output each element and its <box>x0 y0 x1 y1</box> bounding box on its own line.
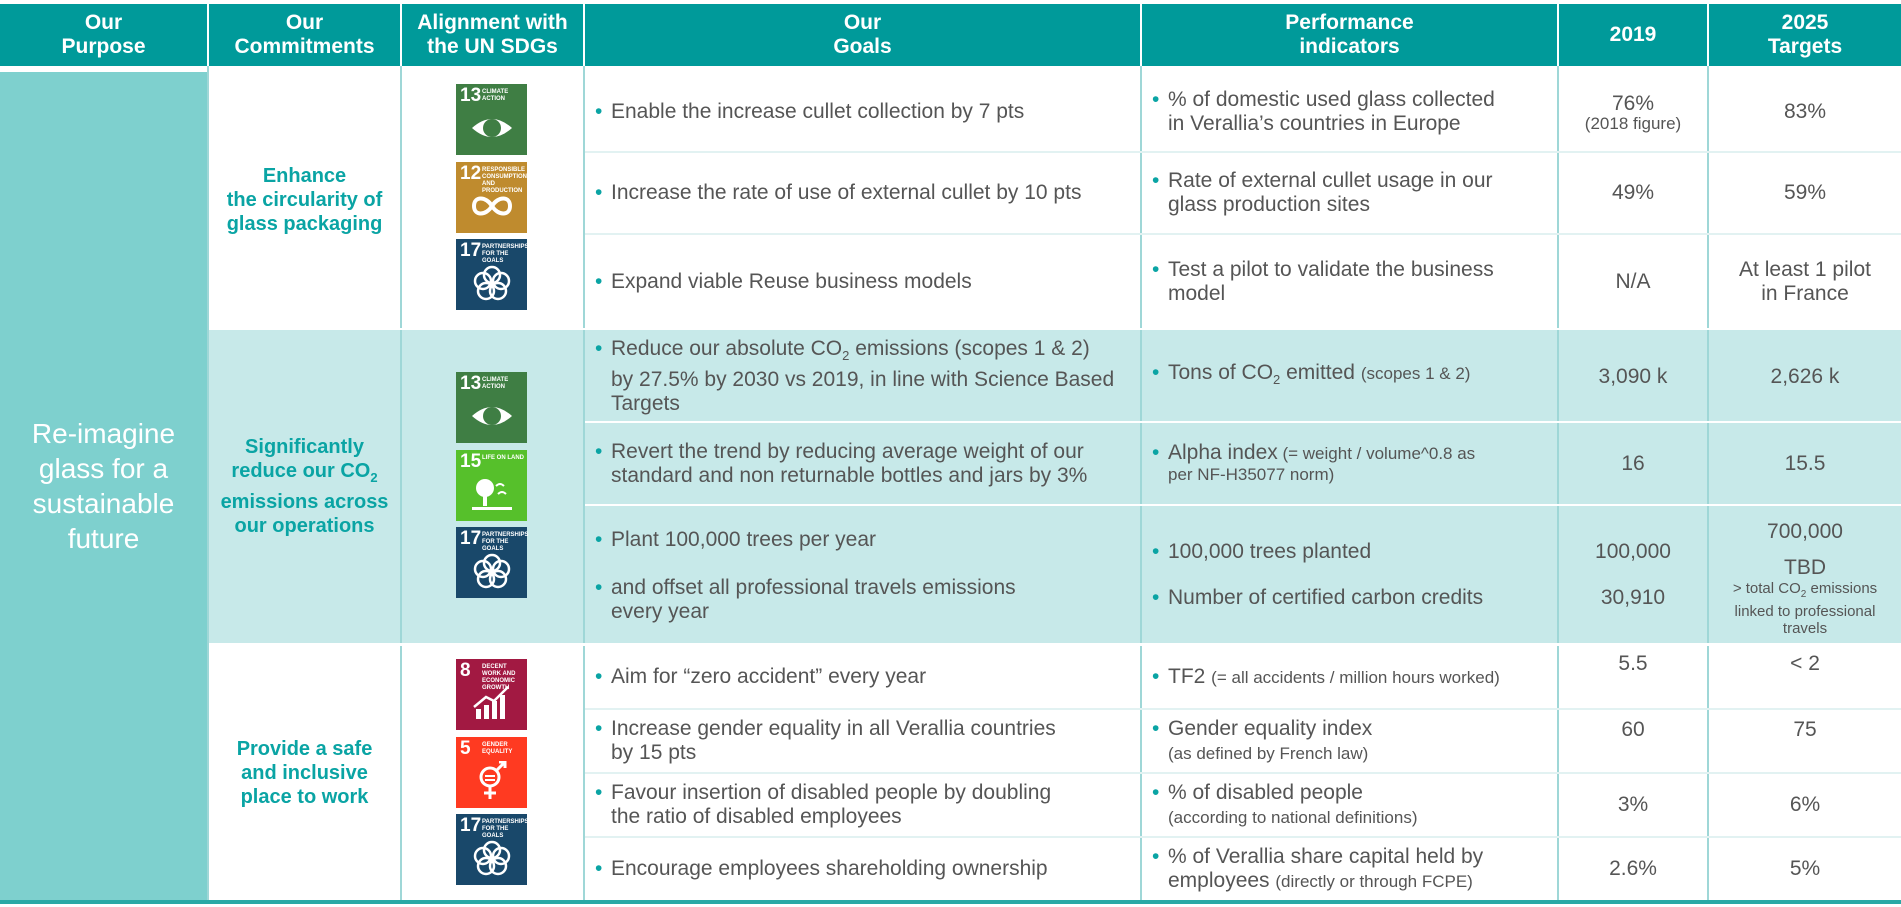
goal-text: • Enable the increase cullet collection by 7 pts <box>585 100 1140 124</box>
sdg-number: 12 <box>460 163 482 184</box>
value-2019: 30,910 <box>1600 586 1666 609</box>
commitment-circularity: Enhance the circularity of glass packaging <box>226 165 383 235</box>
goal-cell <box>585 710 1140 772</box>
subscript: 2 <box>1273 372 1281 388</box>
header-targets: 2025 Targets <box>1709 4 1901 66</box>
sdg-title: CLIMATE ACTION <box>482 377 509 390</box>
indicator-note: (as defined by French law) <box>1168 743 1369 763</box>
indicator-cell <box>1142 72 1557 151</box>
goal-text: • and offset all professional travels emissions every year <box>585 576 1140 624</box>
indicator-cell <box>1142 646 1557 708</box>
row-divider <box>585 504 1901 506</box>
value-2019: N/A <box>1615 269 1651 293</box>
target-note-part: emissions linked to professional travels <box>1734 580 1878 637</box>
target-value: 15.5 <box>1784 451 1826 475</box>
flower-rings-icon <box>470 838 514 878</box>
column-divider <box>400 66 402 900</box>
indicator-cell <box>1142 153 1557 233</box>
value-2019-cell <box>1559 153 1707 233</box>
sdg-title: LIFE ON LAND <box>482 455 524 461</box>
bottom-rule <box>0 900 1901 904</box>
sdg-8-decent-work-icon <box>456 659 527 730</box>
value-2019-cell <box>1559 646 1707 682</box>
target-note-part: > total CO <box>1732 580 1801 597</box>
goal-text: • Aim for “zero accident” every year <box>585 665 1140 689</box>
value-2019-cell <box>1559 235 1707 328</box>
indicator-note: (directly or through FCPE) <box>1275 871 1473 891</box>
subscript: 2 <box>842 348 850 364</box>
goal-cell <box>585 423 1140 504</box>
goal-text: • Encourage employees shareholding ownership <box>585 857 1140 881</box>
value-2019: 16 <box>1621 451 1645 475</box>
goal-cell <box>585 570 1140 630</box>
indicator-text <box>1142 665 1557 690</box>
goal-text <box>585 337 1140 416</box>
tree-icon <box>470 474 514 514</box>
indicator-text: • Rate of external cullet usage in our glass production sites <box>1142 169 1557 217</box>
section-divider <box>209 328 1901 330</box>
eye-globe-icon <box>470 396 514 436</box>
sdg-title: RESPONSIBLE CONSUMPTION AND PRODUCTION <box>482 167 527 194</box>
indicator-text-part: Gender equality index <box>1168 716 1373 740</box>
value-2019: 60 <box>1621 718 1645 741</box>
sdg-number: 17 <box>460 240 482 261</box>
indicator-cell <box>1142 423 1557 504</box>
value-2019-cell <box>1559 423 1707 504</box>
sdg-15-life-on-land-icon <box>456 450 527 521</box>
value-2019: 2.6% <box>1609 857 1657 880</box>
value-2019-cell <box>1559 774 1707 836</box>
indicator-note: (scopes 1 & 2) <box>1360 363 1471 383</box>
sdg-17-partnerships-icon <box>456 239 527 310</box>
sdg-title: PARTNERSHIPS FOR THE GOALS <box>482 532 529 552</box>
goal-cell <box>585 235 1140 328</box>
value-2019-cell <box>1559 532 1707 572</box>
indicator-cell <box>1142 332 1557 421</box>
sdg-number: 17 <box>460 815 482 836</box>
goal-cell <box>585 72 1140 151</box>
indicator-text-part: % of disabled people <box>1168 780 1363 804</box>
value-2019-cell <box>1559 578 1707 618</box>
indicator-text: • % of domestic used glass collected in Verallia’s countries in Europe <box>1142 88 1557 136</box>
sdg-number: 15 <box>460 451 482 472</box>
target-value: TBD <box>1784 556 1826 579</box>
indicator-cell <box>1142 532 1557 572</box>
indicator-cell <box>1142 235 1557 328</box>
header-indicators: Performance indicators <box>1142 4 1557 66</box>
value-2019: 100,000 <box>1595 540 1671 563</box>
sdg-title: DECENT WORK AND ECONOMIC GROWTH <box>482 664 516 691</box>
flower-rings-icon <box>470 551 514 591</box>
gender-icon <box>470 761 514 801</box>
target-value: < 2 <box>1790 652 1820 675</box>
goal-text-part: emissions (scopes 1 & 2) by 27.5% by 2030 vs 2019, in line with Science Based Targets <box>611 336 1115 416</box>
value-2019-cell <box>1559 710 1707 750</box>
sdg-number: 17 <box>460 528 482 549</box>
target-cell <box>1709 774 1901 836</box>
indicator-text-part: emitted <box>1280 360 1361 384</box>
target-value: 75 <box>1793 718 1817 741</box>
sdg-17-partnerships-icon <box>456 814 527 885</box>
target-value: 6% <box>1789 793 1821 816</box>
growth-chart-icon <box>470 683 514 723</box>
target-cell <box>1709 72 1901 151</box>
indicator-text <box>1142 361 1557 392</box>
sdg-5-gender-equality-icon <box>456 737 527 808</box>
sdg-13-climate-action-icon <box>456 84 527 155</box>
indicator-cell <box>1142 774 1557 836</box>
target-value: 59% <box>1783 181 1827 204</box>
subscript: 2 <box>370 470 378 485</box>
header-2019: 2019 <box>1559 4 1707 66</box>
target-cell <box>1709 153 1901 233</box>
goal-cell <box>585 646 1140 708</box>
sdg-17-partnerships-icon <box>456 527 527 598</box>
target-value: At least 1 pilot in France <box>1739 257 1871 305</box>
target-cell <box>1709 423 1901 504</box>
sdg-title: CLIMATE ACTION <box>482 89 509 102</box>
indicator-text <box>1142 717 1557 766</box>
indicator-text-part: Alpha index <box>1168 440 1278 464</box>
commitment-text: emissions across our operations <box>220 491 389 537</box>
sdg-12-responsible-consumption-icon <box>456 162 527 233</box>
indicator-text-part: Tons of CO <box>1168 360 1274 384</box>
indicator-cell <box>1142 710 1557 772</box>
value-2019: 3% <box>1617 793 1649 816</box>
subscript: 2 <box>1800 589 1807 600</box>
value-note: (2018 figure) <box>1584 113 1682 133</box>
value-2019-cell <box>1559 838 1707 900</box>
sdg-number: 13 <box>460 373 482 394</box>
goal-text: • Expand viable Reuse business models <box>585 270 1140 294</box>
indicator-note: (= weight / volume^0.8 as per NF-H35077 norm) <box>1168 443 1476 484</box>
indicator-note: (= all accidents / million hours worked) <box>1211 667 1500 687</box>
target-note <box>1733 580 1877 637</box>
target-value: 2,626 k <box>1770 364 1840 388</box>
indicator-note: (according to national definitions) <box>1168 807 1418 827</box>
value-2019-cell <box>1559 332 1707 421</box>
indicator-text-part: TF2 <box>1168 664 1212 688</box>
value-2019: 76% <box>1611 91 1655 115</box>
commitment-safe-workplace: Provide a safe and inclusive place to work <box>236 738 373 808</box>
goal-text: • Favour insertion of disabled people by doubling the ratio of disabled employees <box>585 781 1140 829</box>
goal-cell <box>585 838 1140 900</box>
target-cell <box>1709 332 1901 421</box>
indicator-text-part: % of Verallia share capital held by employees <box>1168 844 1484 892</box>
header-commitments: Our Commitments <box>209 4 400 66</box>
sdg-number: 5 <box>460 738 471 759</box>
header-purpose: Our Purpose <box>0 4 207 66</box>
eye-globe-icon <box>470 108 514 148</box>
indicator-text: • Test a pilot to validate the business model <box>1142 258 1557 306</box>
value-2019: 3,090 k <box>1598 364 1668 388</box>
value-2019-cell <box>1559 72 1707 151</box>
target-cell <box>1709 235 1901 328</box>
commitment-text: Significantly reduce our CO <box>231 436 371 482</box>
goal-text: • Plant 100,000 trees per year <box>585 528 1140 552</box>
purpose-cell: Re-imagine glass for a sustainable future <box>0 72 207 900</box>
goal-cell <box>585 332 1140 421</box>
target-cell <box>1709 710 1901 750</box>
commitment-co2 <box>209 330 400 643</box>
goal-cell <box>585 153 1140 233</box>
target-value: 700,000 <box>1767 520 1843 543</box>
header-goals: Our Goals <box>585 4 1140 66</box>
goal-text: • Revert the trend by reducing average weight of our standard and non returnable bottles and jars by 3% <box>585 440 1140 488</box>
indicator-cell <box>1142 578 1557 618</box>
target-value: 5% <box>1789 857 1821 880</box>
goal-text: • Increase the rate of use of external cullet by 10 pts <box>585 181 1140 205</box>
indicator-text <box>1142 440 1557 485</box>
goal-cell <box>585 520 1140 560</box>
target-cell <box>1709 550 1901 643</box>
indicator-text: • Number of certified carbon credits <box>1142 586 1557 610</box>
indicator-text: • 100,000 trees planted <box>1142 540 1557 564</box>
sdg-title: GENDER EQUALITY <box>482 742 513 755</box>
sdg-title: PARTNERSHIPS FOR THE GOALS <box>482 819 529 839</box>
target-value: 83% <box>1783 99 1827 123</box>
sdg-13-climate-action-icon <box>456 372 527 443</box>
value-2019: 5.5 <box>1618 652 1648 675</box>
goal-text: • Increase gender equality in all Verallia countries by 15 pts <box>585 717 1140 765</box>
goal-text-part: Reduce our absolute CO <box>611 336 843 360</box>
sdg-title: PARTNERSHIPS FOR THE GOALS <box>482 244 529 264</box>
sdg-number: 8 <box>460 660 471 681</box>
value-2019: 49% <box>1611 181 1655 204</box>
flower-rings-icon <box>470 263 514 303</box>
target-cell <box>1709 646 1901 682</box>
header-sdgs: Alignment with the UN SDGs <box>402 4 583 66</box>
target-cell <box>1709 512 1901 552</box>
indicator-cell <box>1142 838 1557 900</box>
target-cell <box>1709 838 1901 900</box>
indicator-text <box>1142 845 1557 894</box>
sdg-number: 13 <box>460 85 482 106</box>
infinity-icon <box>470 186 514 226</box>
indicator-text <box>1142 781 1557 830</box>
goal-cell <box>585 774 1140 836</box>
